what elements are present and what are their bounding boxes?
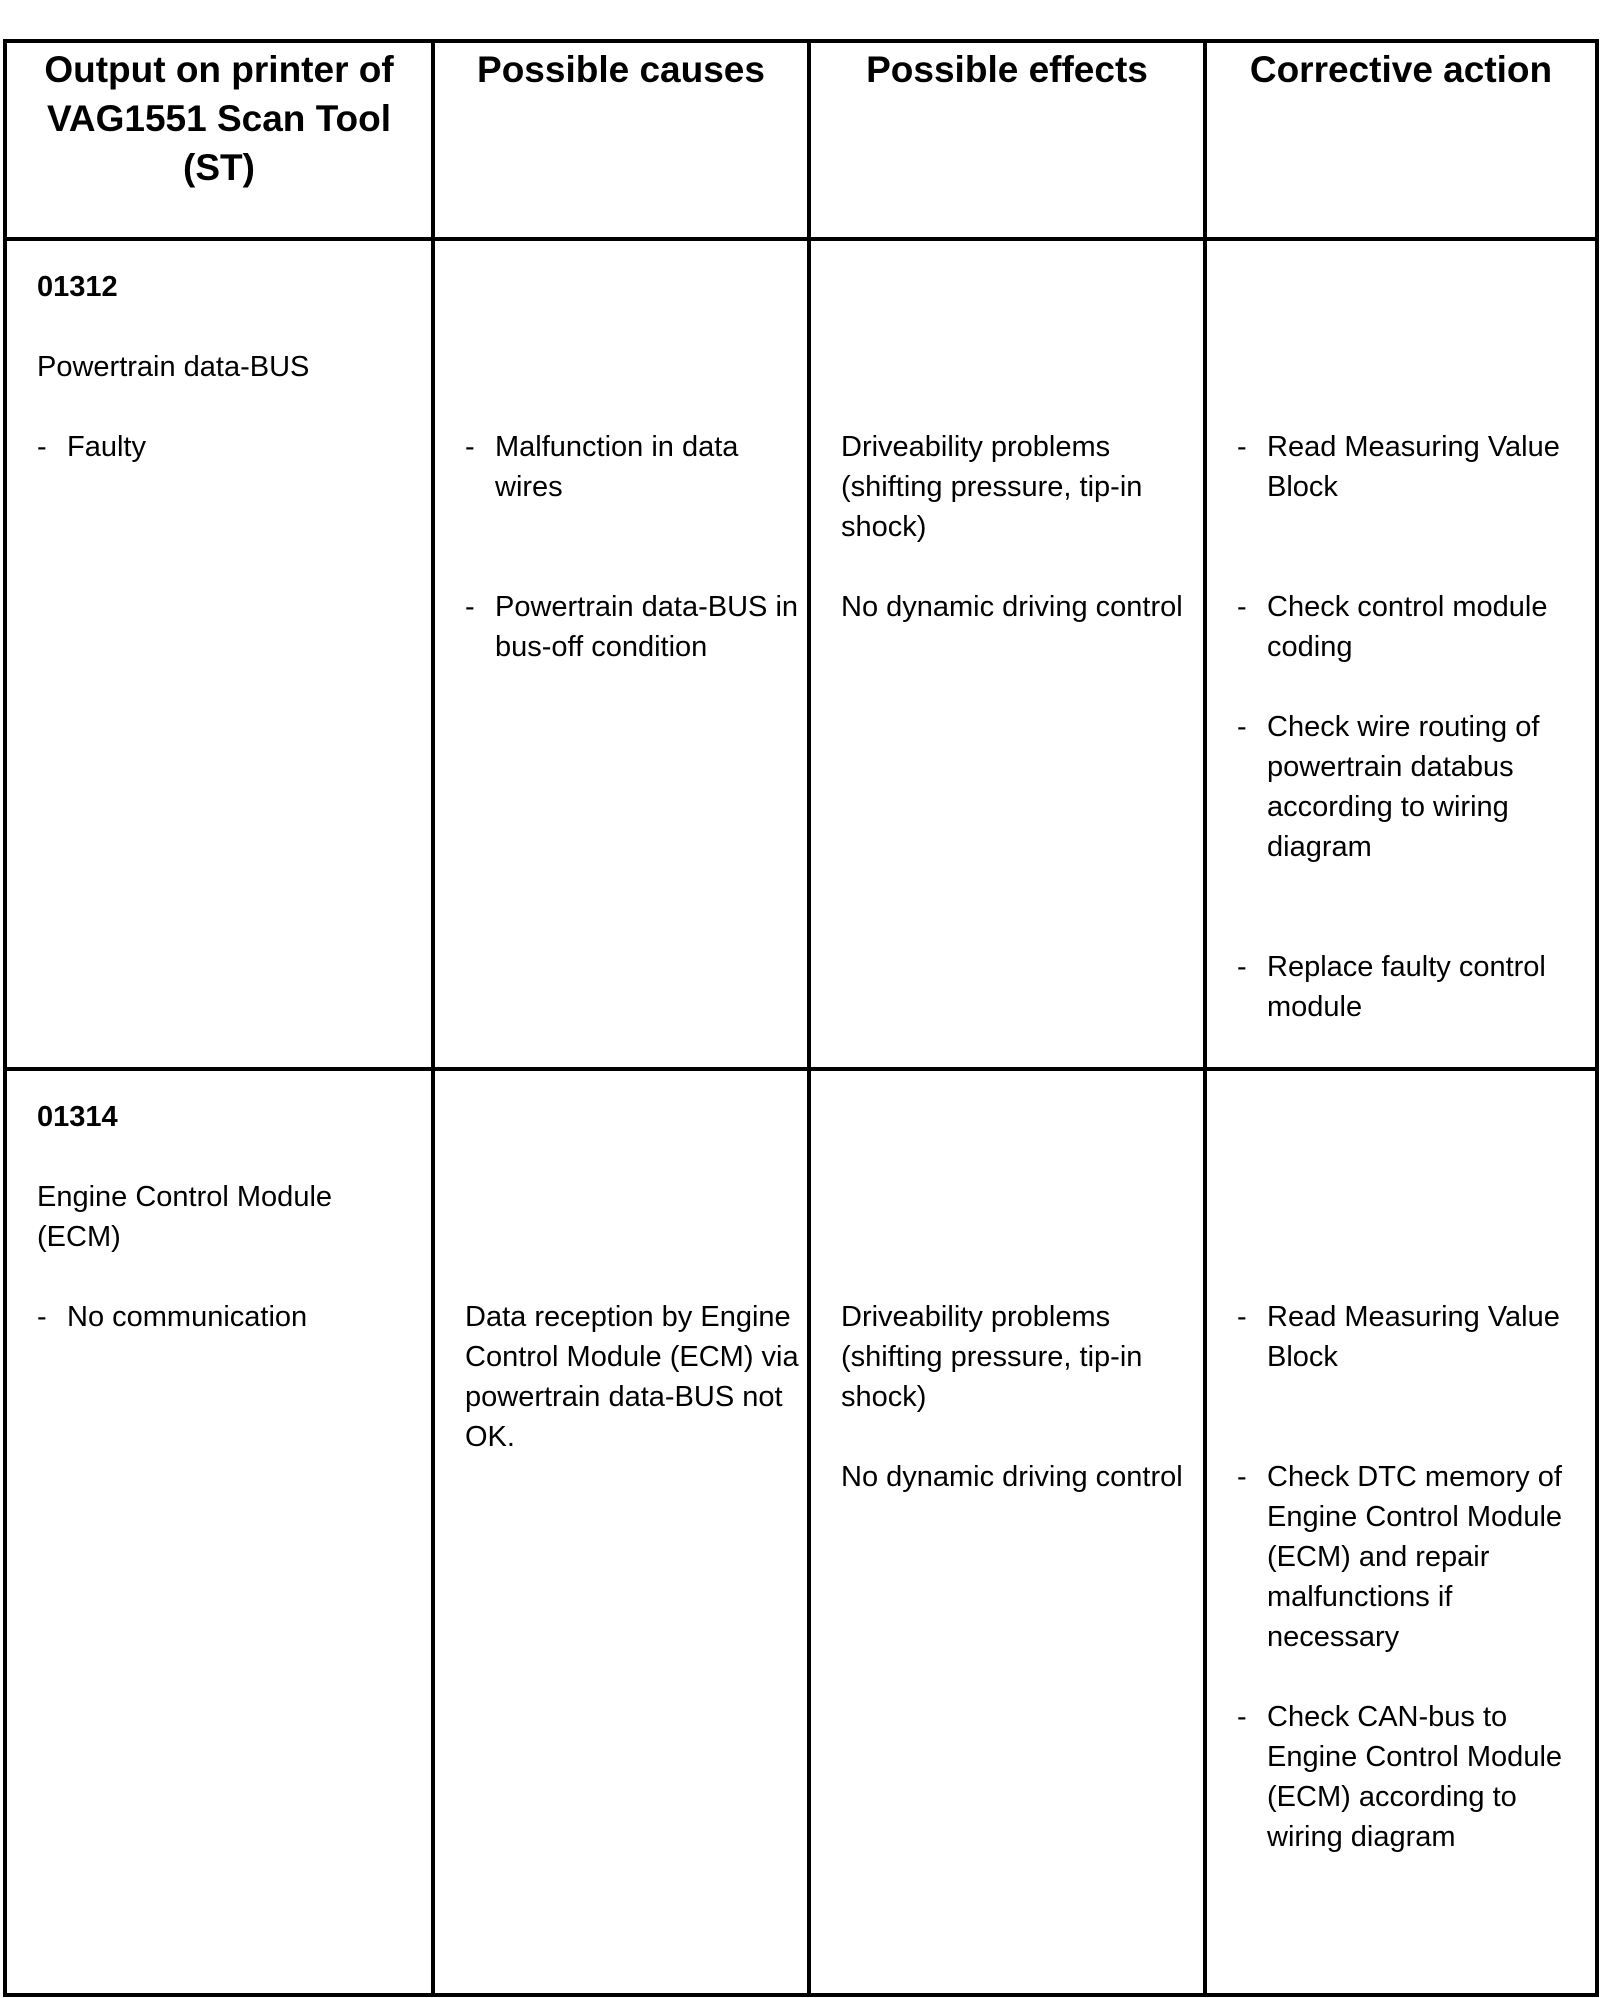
output-cell: [5, 239, 433, 1069]
header-output-label: Output on printer of VAG1551 Scan Tool (ST): [44, 49, 394, 188]
action-item: - Check DTC memory of Engine Control Module (ECM) and repair malfunctions if necessary: [1237, 1457, 1587, 1657]
action-item: - Read Measuring Value Block: [1237, 427, 1587, 507]
actions-cell: [1205, 1069, 1597, 1995]
effect-item: No dynamic driving control: [841, 1461, 1183, 1493]
effects-cell: [809, 239, 1205, 1069]
header-actions-label: Corrective action: [1249, 49, 1553, 90]
cause-item: - Powertrain data-BUS in bus-off condition: [465, 587, 799, 667]
effect-item: No dynamic driving control: [841, 591, 1183, 623]
action-item: - Replace faulty control module: [1237, 947, 1587, 1027]
causes-cell: [433, 239, 809, 1069]
action-item: - Read Measuring Value Block: [1237, 1297, 1587, 1377]
action-item: - Check control module coding: [1237, 587, 1587, 667]
header-effects-label: Possible effects: [866, 49, 1148, 90]
dtc-table: [3, 39, 1599, 1997]
actions-cell: [1205, 239, 1597, 1069]
fault-status: - No communication: [37, 1297, 423, 1337]
action-item: - Check CAN-bus to Engine Control Module (ECM) according to wiring diagram: [1237, 1697, 1587, 1857]
effect-item: Driveability problems (shifting pressure, tip-in shock): [841, 431, 1143, 543]
action-item: - Check wire routing of powertrain databus according to wiring diagram: [1237, 707, 1587, 867]
header-causes-label: Possible causes: [477, 49, 765, 90]
cause-text: Data reception by Engine Control Module (ECM) via powertrain data-BUS not OK.: [465, 1301, 799, 1453]
header-actions: [1205, 41, 1597, 239]
header-effects: [809, 41, 1205, 239]
header-row: [5, 41, 1597, 239]
header-causes: [433, 41, 809, 239]
table-row: [5, 1069, 1597, 1995]
output-cell: [5, 1069, 433, 1995]
fault-status: - Faulty: [37, 427, 423, 467]
component-name: Powertrain data-BUS: [37, 351, 310, 383]
dtc-code: 01314: [37, 1101, 118, 1133]
cause-item: - Malfunction in data wires: [465, 427, 799, 507]
component-name: Engine Control Module (ECM): [37, 1181, 333, 1253]
causes-cell: [433, 1069, 809, 1995]
effects-cell: [809, 1069, 1205, 1995]
header-output: [5, 41, 433, 239]
dtc-code: 01312: [37, 271, 118, 303]
table-row: [5, 239, 1597, 1069]
effect-item: Driveability problems (shifting pressure, tip-in shock): [841, 1301, 1143, 1413]
